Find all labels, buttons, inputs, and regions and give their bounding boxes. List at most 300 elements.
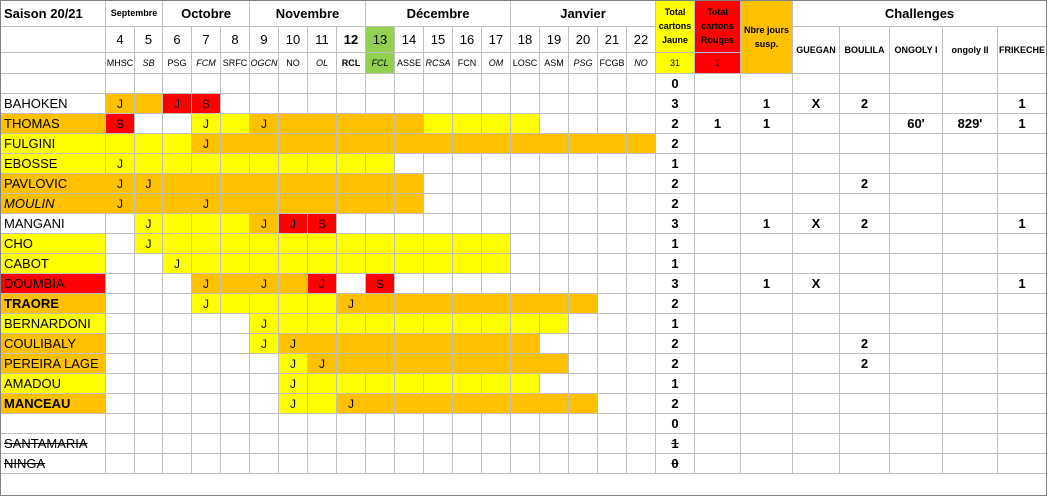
card-cell[interactable] [540,94,569,114]
card-cell[interactable] [453,414,482,434]
player-suspension[interactable] [741,354,793,374]
challenge-value[interactable] [998,234,1047,254]
card-cell[interactable] [424,454,453,474]
card-cell[interactable] [569,374,598,394]
card-cell[interactable] [250,434,279,454]
card-cell[interactable] [627,94,656,114]
card-cell[interactable] [598,114,627,134]
challenge-value[interactable]: 2 [840,94,890,114]
challenge-value[interactable] [793,134,840,154]
matchday-number[interactable]: 10 [279,27,308,53]
challenge-value[interactable] [840,134,890,154]
card-cell[interactable] [366,374,395,394]
card-cell[interactable] [221,374,250,394]
card-cell[interactable] [511,394,540,414]
card-cell[interactable] [598,214,627,234]
card-cell[interactable] [308,174,337,194]
matchday-number[interactable]: 19 [540,27,569,53]
card-cell[interactable] [366,314,395,334]
card-cell[interactable] [482,334,511,354]
matchday-number[interactable]: 22 [627,27,656,53]
card-cell[interactable] [598,294,627,314]
player-name[interactable]: NINGA [0,454,106,474]
total-yellow-count[interactable]: 31 [656,53,695,74]
card-cell[interactable] [135,94,163,114]
total-red-header[interactable]: Total cartons Rouges [695,0,741,53]
player-red-total[interactable] [695,454,741,474]
card-cell[interactable] [540,434,569,454]
card-cell[interactable] [163,174,192,194]
matchday-opponent[interactable]: LOSC [511,53,540,74]
card-cell[interactable] [308,194,337,214]
card-cell[interactable] [221,314,250,334]
challenge-value[interactable] [840,454,890,474]
card-cell[interactable] [482,354,511,374]
card-cell[interactable] [366,254,395,274]
challenge-value[interactable] [840,394,890,414]
card-cell[interactable] [511,334,540,354]
challenge-value[interactable] [998,394,1047,414]
card-cell[interactable] [163,114,192,134]
player-yellow-total[interactable]: 3 [656,94,695,114]
card-cell[interactable] [540,194,569,214]
card-cell[interactable] [192,374,221,394]
player-suspension[interactable] [741,154,793,174]
player-red-total[interactable] [695,434,741,454]
player-name[interactable] [0,414,106,434]
player-yellow-total[interactable]: 1 [656,154,695,174]
card-cell[interactable] [163,134,192,154]
player-name[interactable]: PAVLOVIC [0,174,106,194]
challenge-value[interactable] [890,234,943,254]
card-cell[interactable] [366,214,395,234]
card-cell[interactable] [221,454,250,474]
card-cell[interactable] [221,394,250,414]
matchday-number[interactable]: 13 [366,27,395,53]
card-cell[interactable] [221,194,250,214]
card-cell[interactable] [598,174,627,194]
blank-cell[interactable] [395,74,424,94]
challenge-value[interactable] [998,254,1047,274]
card-cell[interactable] [511,274,540,294]
card-cell[interactable] [395,114,424,134]
card-cell[interactable] [424,434,453,454]
card-cell[interactable]: J [163,254,192,274]
card-cell[interactable] [366,334,395,354]
season-title[interactable]: Saison 20/21 [0,0,106,27]
card-cell[interactable] [598,454,627,474]
card-cell[interactable] [192,334,221,354]
card-cell[interactable] [250,354,279,374]
player-suspension[interactable] [741,174,793,194]
card-cell[interactable] [395,154,424,174]
card-cell[interactable] [135,274,163,294]
player-red-total[interactable] [695,334,741,354]
card-cell[interactable] [453,214,482,234]
player-suspension[interactable]: 1 [741,114,793,134]
card-cell[interactable] [308,434,337,454]
card-cell[interactable] [366,94,395,114]
card-cell[interactable] [163,294,192,314]
card-cell[interactable] [482,154,511,174]
card-cell[interactable] [221,354,250,374]
card-cell[interactable]: J [308,274,337,294]
card-cell[interactable] [453,274,482,294]
card-cell[interactable] [424,374,453,394]
card-cell[interactable] [366,234,395,254]
card-cell[interactable] [424,174,453,194]
card-cell[interactable] [511,154,540,174]
card-cell[interactable] [135,114,163,134]
card-cell[interactable] [106,254,135,274]
challenge-value[interactable] [998,454,1047,474]
player-name[interactable]: COULIBALY [0,334,106,354]
card-cell[interactable] [250,294,279,314]
card-cell[interactable]: S [366,274,395,294]
player-suspension[interactable] [741,294,793,314]
blank-cell[interactable] [840,74,890,94]
card-cell[interactable] [424,254,453,274]
player-red-total[interactable] [695,294,741,314]
card-cell[interactable]: J [163,94,192,114]
challenge-value[interactable] [793,294,840,314]
challenge-value[interactable]: 829' [943,114,998,134]
card-cell[interactable] [250,254,279,274]
card-cell[interactable] [424,394,453,414]
card-cell[interactable] [598,134,627,154]
card-cell[interactable] [453,434,482,454]
card-cell[interactable] [540,374,569,394]
challenge-value[interactable]: 2 [840,214,890,234]
player-name[interactable]: MOULIN [0,194,106,214]
card-cell[interactable] [221,214,250,234]
player-yellow-total[interactable]: 1 [656,434,695,454]
card-cell[interactable]: J [337,394,366,414]
card-cell[interactable] [337,374,366,394]
card-cell[interactable] [250,454,279,474]
card-cell[interactable] [163,374,192,394]
card-cell[interactable] [337,434,366,454]
matchday-opponent[interactable]: PSG [163,53,192,74]
matchday-number[interactable]: 4 [106,27,135,53]
card-cell[interactable] [511,234,540,254]
card-cell[interactable] [453,254,482,274]
challenge-value[interactable] [998,334,1047,354]
card-cell[interactable] [569,314,598,334]
card-cell[interactable] [482,254,511,274]
card-cell[interactable] [540,214,569,234]
card-cell[interactable]: J [135,214,163,234]
player-yellow-total[interactable]: 2 [656,174,695,194]
card-cell[interactable] [337,274,366,294]
card-cell[interactable] [482,174,511,194]
matchday-number[interactable]: 21 [598,27,627,53]
card-cell[interactable] [482,394,511,414]
blank-cell[interactable] [998,74,1047,94]
card-cell[interactable] [627,414,656,434]
card-cell[interactable] [308,374,337,394]
card-cell[interactable] [540,414,569,434]
card-cell[interactable] [337,234,366,254]
card-cell[interactable] [366,174,395,194]
card-cell[interactable] [308,314,337,334]
matchday-number[interactable]: 8 [221,27,250,53]
challenge-value[interactable] [793,434,840,454]
player-name[interactable]: SANTAMARIA [0,434,106,454]
card-cell[interactable] [511,314,540,334]
player-red-total[interactable] [695,254,741,274]
challenge-value[interactable]: 1 [998,274,1047,294]
card-cell[interactable] [279,274,308,294]
card-cell[interactable] [366,194,395,214]
challenge-value[interactable] [943,414,998,434]
card-cell[interactable] [627,134,656,154]
card-cell[interactable] [192,214,221,234]
matchday-opponent[interactable]: MHSC [106,53,135,74]
card-cell[interactable] [424,314,453,334]
player-red-total[interactable] [695,374,741,394]
card-cell[interactable] [163,334,192,354]
card-cell[interactable] [627,234,656,254]
card-cell[interactable] [279,414,308,434]
card-cell[interactable] [598,394,627,414]
card-cell[interactable] [598,434,627,454]
matchday-number[interactable]: 6 [163,27,192,53]
player-name[interactable]: AMADOU [0,374,106,394]
card-cell[interactable] [221,434,250,454]
card-cell[interactable]: J [192,134,221,154]
card-cell[interactable]: J [308,354,337,374]
player-yellow-total[interactable]: 3 [656,214,695,234]
card-cell[interactable] [453,154,482,174]
card-cell[interactable] [511,414,540,434]
matchday-opponent[interactable]: FCGB [598,53,627,74]
challenge-value[interactable] [943,354,998,374]
card-cell[interactable] [482,434,511,454]
blank-cell[interactable] [627,74,656,94]
card-cell[interactable] [511,294,540,314]
challenge-value[interactable]: X [793,274,840,294]
player-yellow-total[interactable]: 2 [656,354,695,374]
player-yellow-total[interactable]: 1 [656,314,695,334]
card-cell[interactable] [424,214,453,234]
challenge-value[interactable] [943,134,998,154]
card-cell[interactable] [250,414,279,434]
card-cell[interactable] [221,334,250,354]
challenge-value[interactable] [793,234,840,254]
card-cell[interactable] [135,414,163,434]
player-name[interactable]: MANGANI [0,214,106,234]
matchday-opponent[interactable]: FCL [366,53,395,74]
player-yellow-total[interactable]: 2 [656,334,695,354]
challenge-value[interactable] [890,294,943,314]
player-suspension[interactable] [741,394,793,414]
challenge-value[interactable] [998,154,1047,174]
card-cell[interactable] [337,174,366,194]
matchday-opponent[interactable]: SB [135,53,163,74]
player-suspension[interactable] [741,414,793,434]
card-cell[interactable] [250,374,279,394]
matchday-number[interactable]: 7 [192,27,221,53]
player-name[interactable]: PEREIRA LAGE [0,354,106,374]
card-cell[interactable] [540,394,569,414]
challenge-value[interactable]: 1 [998,94,1047,114]
card-cell[interactable] [163,194,192,214]
card-cell[interactable] [250,174,279,194]
matchday-opponent[interactable]: ASM [540,53,569,74]
matchday-number[interactable]: 11 [308,27,337,53]
card-cell[interactable] [395,434,424,454]
challenge-value[interactable] [998,434,1047,454]
card-cell[interactable]: J [279,394,308,414]
card-cell[interactable] [424,94,453,114]
card-cell[interactable]: J [192,114,221,134]
card-cell[interactable] [106,214,135,234]
card-cell[interactable] [106,354,135,374]
player-name[interactable]: TRAORE [0,294,106,314]
challenge-value[interactable] [840,434,890,454]
card-cell[interactable] [424,114,453,134]
card-cell[interactable] [308,114,337,134]
card-cell[interactable] [337,194,366,214]
card-cell[interactable] [482,454,511,474]
card-cell[interactable] [366,294,395,314]
card-cell[interactable] [192,154,221,174]
matchday-opponent[interactable]: OL [308,53,337,74]
name-header-blank[interactable] [0,53,106,74]
card-cell[interactable] [482,274,511,294]
card-cell[interactable] [221,94,250,114]
player-yellow-total[interactable]: 2 [656,394,695,414]
total-yellow-header[interactable]: Total cartons Jaune [656,0,695,53]
challenge-value[interactable] [840,114,890,134]
card-cell[interactable] [279,434,308,454]
player-suspension[interactable] [741,334,793,354]
card-cell[interactable] [540,154,569,174]
card-cell[interactable] [511,374,540,394]
card-cell[interactable]: J [192,274,221,294]
blank-cell[interactable] [695,74,741,94]
challenge-value[interactable] [890,154,943,174]
player-name[interactable]: BERNARDONI [0,314,106,334]
challenges-title[interactable]: Challenges [793,0,1047,27]
challenge-value[interactable] [793,154,840,174]
player-suspension[interactable] [741,374,793,394]
card-cell[interactable]: J [192,294,221,314]
card-cell[interactable] [395,314,424,334]
challenge-value[interactable]: X [793,94,840,114]
card-cell[interactable] [598,314,627,334]
card-cell[interactable] [627,314,656,334]
card-cell[interactable] [366,134,395,154]
card-cell[interactable] [106,334,135,354]
matchday-opponent[interactable]: PSG [569,53,598,74]
card-cell[interactable] [279,234,308,254]
card-cell[interactable] [366,454,395,474]
matchday-opponent[interactable]: OM [482,53,511,74]
blank-cell[interactable] [366,74,395,94]
card-cell[interactable] [569,254,598,274]
challenge-value[interactable] [943,314,998,334]
card-cell[interactable] [424,274,453,294]
card-cell[interactable] [569,454,598,474]
challenge-value[interactable] [890,94,943,114]
challenge-header[interactable]: ONGOLY I [890,27,943,74]
card-cell[interactable] [627,334,656,354]
card-cell[interactable] [279,254,308,274]
card-cell[interactable] [627,454,656,474]
challenge-value[interactable] [840,414,890,434]
player-red-total[interactable] [695,314,741,334]
challenge-value[interactable] [998,294,1047,314]
challenge-value[interactable] [943,274,998,294]
player-red-total[interactable] [695,394,741,414]
card-cell[interactable] [627,254,656,274]
month-header[interactable]: Décembre [366,0,511,27]
card-cell[interactable] [424,294,453,314]
card-cell[interactable] [569,354,598,374]
card-cell[interactable] [569,274,598,294]
card-cell[interactable] [453,454,482,474]
card-cell[interactable] [482,214,511,234]
card-cell[interactable] [453,174,482,194]
card-cell[interactable] [279,454,308,474]
challenge-value[interactable]: 2 [840,354,890,374]
card-cell[interactable] [540,454,569,474]
challenge-value[interactable] [890,354,943,374]
challenge-value[interactable]: 2 [840,174,890,194]
challenge-header[interactable]: FRIKECHE [998,27,1047,74]
challenge-value[interactable]: 1 [998,114,1047,134]
challenge-value[interactable] [890,394,943,414]
card-cell[interactable] [482,314,511,334]
card-cell[interactable] [395,94,424,114]
card-cell[interactable] [424,334,453,354]
card-cell[interactable] [482,374,511,394]
matchday-number[interactable]: 17 [482,27,511,53]
card-cell[interactable] [308,154,337,174]
card-cell[interactable] [511,174,540,194]
player-red-total[interactable] [695,274,741,294]
card-cell[interactable] [395,334,424,354]
card-cell[interactable] [250,194,279,214]
player-name[interactable]: CHO [0,234,106,254]
card-cell[interactable] [135,354,163,374]
card-cell[interactable] [598,234,627,254]
card-cell[interactable] [453,314,482,334]
card-cell[interactable] [106,134,135,154]
card-cell[interactable] [221,114,250,134]
card-cell[interactable] [135,194,163,214]
matchday-number[interactable]: 12 [337,27,366,53]
challenge-value[interactable] [793,194,840,214]
card-cell[interactable] [482,414,511,434]
card-cell[interactable] [395,194,424,214]
challenge-value[interactable] [943,334,998,354]
card-cell[interactable] [482,134,511,154]
card-cell[interactable] [192,174,221,194]
challenge-value[interactable] [943,214,998,234]
challenge-value[interactable] [890,134,943,154]
card-cell[interactable] [627,434,656,454]
card-cell[interactable] [106,454,135,474]
challenge-value[interactable] [793,394,840,414]
card-cell[interactable] [163,434,192,454]
card-cell[interactable] [250,94,279,114]
card-cell[interactable] [627,154,656,174]
card-cell[interactable] [424,134,453,154]
card-cell[interactable] [569,294,598,314]
